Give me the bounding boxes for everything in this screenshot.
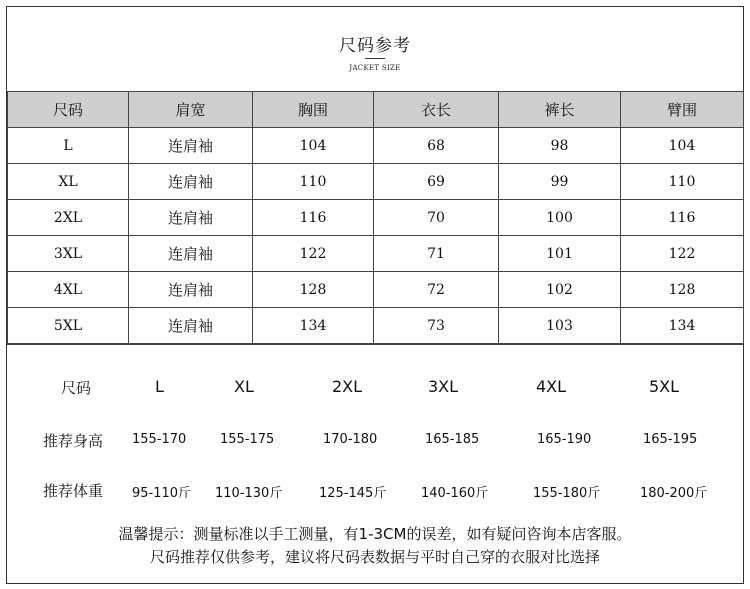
cell-chest: 122 <box>253 236 374 272</box>
recommend-size: 5XL <box>649 377 680 396</box>
cell-length: 72 <box>374 272 499 308</box>
recommend-height: 155-175 <box>220 432 275 447</box>
cell-chest: 116 <box>253 200 374 236</box>
cell-pants: 101 <box>499 236 621 272</box>
cell-pants: 103 <box>499 308 621 344</box>
recommend-size: 3XL <box>428 377 459 396</box>
chart-title: 尺码参考 <box>339 36 411 56</box>
recommend-height: 165-190 <box>537 432 592 447</box>
col-header-shoulder: 肩宽 <box>129 92 253 128</box>
recommend-weight-label: 推荐体重 <box>43 482 104 500</box>
cell-length: 69 <box>374 164 499 200</box>
cell-arm: 122 <box>621 236 744 272</box>
chart-header <box>7 7 743 91</box>
table-row <box>8 308 744 344</box>
recommend-weight: 125-145斤 <box>319 486 387 501</box>
cell-chest: 128 <box>253 272 374 308</box>
col-header-chest: 胸围 <box>253 92 374 128</box>
table-row <box>8 128 744 164</box>
size-table <box>7 91 744 344</box>
cell-length: 71 <box>374 236 499 272</box>
recommendation-section <box>7 344 743 584</box>
recommend-weight-row <box>7 480 743 502</box>
col-header-size: 尺码 <box>8 92 129 128</box>
cell-shoulder: 连肩袖 <box>129 200 253 236</box>
tip-line-2: 尺码推荐仅供参考，建议将尺码表数据与平时自己穿的衣服对比选择 <box>149 548 600 566</box>
cell-shoulder: 连肩袖 <box>129 128 253 164</box>
recommend-weight: 155-180斤 <box>533 486 601 501</box>
size-chart <box>6 6 744 584</box>
recommend-weight: 140-160斤 <box>421 486 489 501</box>
cell-pants: 98 <box>499 128 621 164</box>
cell-chest: 104 <box>253 128 374 164</box>
recommend-size: L <box>155 377 164 396</box>
recommend-height: 155-170 <box>132 432 187 447</box>
recommend-height: 165-195 <box>643 432 698 447</box>
cell-length: 73 <box>374 308 499 344</box>
cell-arm: 128 <box>621 272 744 308</box>
col-header-pants: 裤长 <box>499 92 621 128</box>
cell-shoulder: 连肩袖 <box>129 308 253 344</box>
recommend-size: XL <box>234 377 254 396</box>
chart-subtitle: JACKET SIZE <box>349 64 401 72</box>
recommend-size-row <box>7 377 743 399</box>
table-row <box>8 236 744 272</box>
tip-line-1: 温馨提示：测量标准以手工测量，有1-3CM的误差，如有疑问咨询本店客服。 <box>118 525 632 543</box>
cell-size: L <box>8 128 129 164</box>
cell-size: 5XL <box>8 308 129 344</box>
recommend-size-label: 尺码 <box>61 379 92 397</box>
cell-arm: 110 <box>621 164 744 200</box>
recommend-size: 4XL <box>536 377 567 396</box>
cell-shoulder: 连肩袖 <box>129 272 253 308</box>
cell-pants: 99 <box>499 164 621 200</box>
cell-arm: 116 <box>621 200 744 236</box>
recommend-height: 165-185 <box>425 432 480 447</box>
recommend-height: 170-180 <box>323 432 378 447</box>
recommend-height-row <box>7 430 743 452</box>
cell-arm: 134 <box>621 308 744 344</box>
col-header-arm: 臂围 <box>621 92 744 128</box>
cell-chest: 110 <box>253 164 374 200</box>
cell-chest: 134 <box>253 308 374 344</box>
cell-size: 3XL <box>8 236 129 272</box>
cell-size: 2XL <box>8 200 129 236</box>
col-header-length: 衣长 <box>374 92 499 128</box>
cell-length: 70 <box>374 200 499 236</box>
cell-size: 4XL <box>8 272 129 308</box>
cell-shoulder: 连肩袖 <box>129 164 253 200</box>
cell-pants: 102 <box>499 272 621 308</box>
recommend-size: 2XL <box>332 377 363 396</box>
cell-size: XL <box>8 164 129 200</box>
recommend-weight: 95-110斤 <box>132 486 192 501</box>
table-row <box>8 200 744 236</box>
cell-length: 68 <box>374 128 499 164</box>
recommend-weight: 180-200斤 <box>640 486 708 501</box>
title-divider <box>365 58 385 59</box>
cell-shoulder: 连肩袖 <box>129 236 253 272</box>
recommend-height-label: 推荐身高 <box>43 432 104 450</box>
table-row <box>8 272 744 308</box>
table-header-row <box>8 92 744 128</box>
cell-arm: 104 <box>621 128 744 164</box>
table-row <box>8 164 744 200</box>
cell-pants: 100 <box>499 200 621 236</box>
recommend-weight: 110-130斤 <box>215 486 283 501</box>
